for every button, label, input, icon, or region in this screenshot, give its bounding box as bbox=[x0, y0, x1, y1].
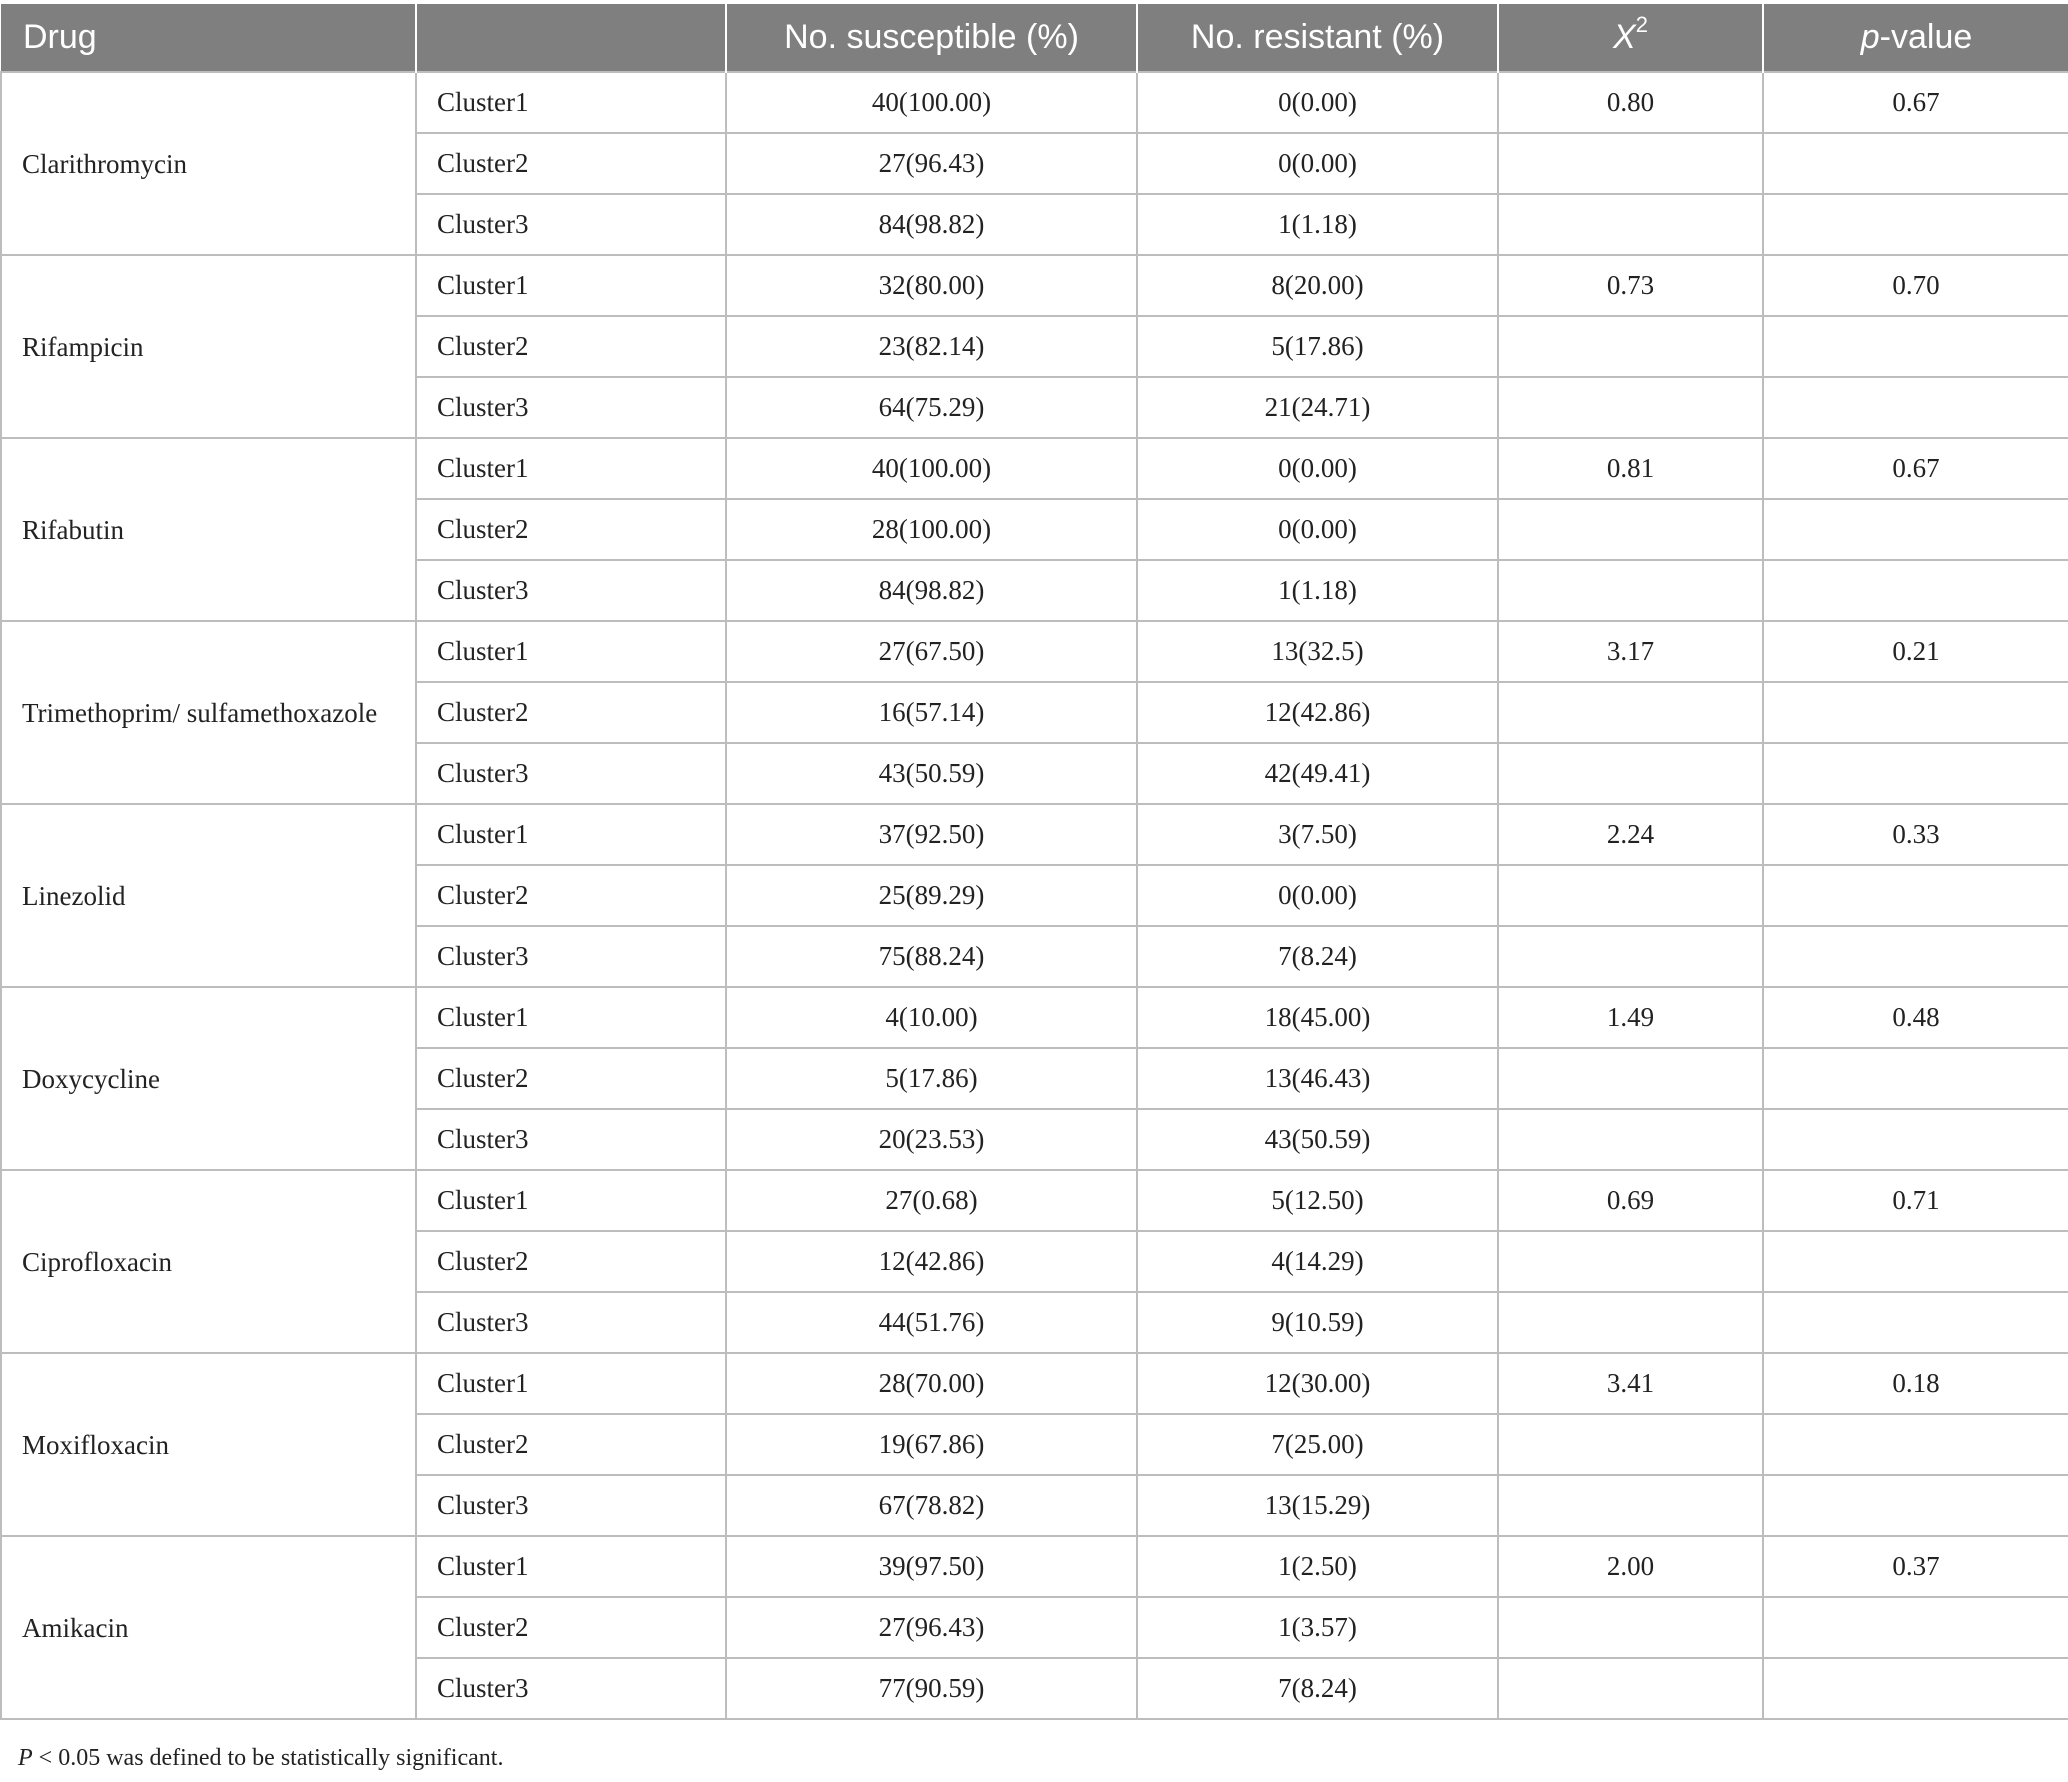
susceptible-value: 12(42.86) bbox=[726, 1231, 1137, 1292]
chi-square-empty bbox=[1498, 1231, 1763, 1292]
cluster-label: Cluster1 bbox=[416, 72, 726, 133]
resistant-value: 5(12.50) bbox=[1137, 1170, 1498, 1231]
footnote-p: P bbox=[18, 1745, 33, 1771]
susceptible-value: 28(100.00) bbox=[726, 499, 1137, 560]
p-value: 0.18 bbox=[1763, 1353, 2068, 1414]
p-italic: p bbox=[1860, 18, 1880, 56]
chi-square-empty bbox=[1498, 194, 1763, 255]
chi-symbol: X bbox=[1613, 18, 1636, 56]
chi-square-empty bbox=[1498, 1475, 1763, 1536]
header-resistant: No. resistant (%) bbox=[1137, 4, 1498, 72]
p-value-empty bbox=[1763, 377, 2068, 438]
p-value-empty bbox=[1763, 1231, 2068, 1292]
p-value: 0.37 bbox=[1763, 1536, 2068, 1597]
chi-square-value: 0.81 bbox=[1498, 438, 1763, 499]
resistant-value: 3(7.50) bbox=[1137, 804, 1498, 865]
susceptible-value: 39(97.50) bbox=[726, 1536, 1137, 1597]
resistant-value: 43(50.59) bbox=[1137, 1109, 1498, 1170]
table-row bbox=[1, 987, 2068, 1048]
resistant-value: 7(8.24) bbox=[1137, 926, 1498, 987]
susceptible-value: 40(100.00) bbox=[726, 72, 1137, 133]
resistant-value: 13(32.5) bbox=[1137, 621, 1498, 682]
chi-square-empty bbox=[1498, 1658, 1763, 1719]
drug-name: Doxycycline bbox=[1, 987, 416, 1170]
cluster-label: Cluster2 bbox=[416, 865, 726, 926]
susceptible-value: 64(75.29) bbox=[726, 377, 1137, 438]
table-row bbox=[1, 1353, 2068, 1414]
resistant-value: 5(17.86) bbox=[1137, 316, 1498, 377]
cluster-label: Cluster1 bbox=[416, 1353, 726, 1414]
drug-name: Linezolid bbox=[1, 804, 416, 987]
cluster-label: Cluster2 bbox=[416, 133, 726, 194]
cluster-label: Cluster1 bbox=[416, 804, 726, 865]
chi-square-empty bbox=[1498, 1048, 1763, 1109]
table-row bbox=[1, 804, 2068, 865]
resistant-value: 0(0.00) bbox=[1137, 438, 1498, 499]
chi-square-empty bbox=[1498, 1109, 1763, 1170]
chi-square-empty bbox=[1498, 377, 1763, 438]
resistant-value: 0(0.00) bbox=[1137, 133, 1498, 194]
table-body bbox=[1, 72, 2068, 1719]
resistant-value: 0(0.00) bbox=[1137, 865, 1498, 926]
p-value-empty bbox=[1763, 1109, 2068, 1170]
drug-name: Trimethoprim/ sulfamethoxazole bbox=[1, 621, 416, 804]
p-value-empty bbox=[1763, 316, 2068, 377]
resistant-value: 18(45.00) bbox=[1137, 987, 1498, 1048]
resistant-value: 7(8.24) bbox=[1137, 1658, 1498, 1719]
cluster-label: Cluster2 bbox=[416, 1597, 726, 1658]
susceptible-value: 4(10.00) bbox=[726, 987, 1137, 1048]
cluster-label: Cluster2 bbox=[416, 1414, 726, 1475]
resistant-value: 8(20.00) bbox=[1137, 255, 1498, 316]
table-row bbox=[1, 438, 2068, 499]
susceptible-value: 77(90.59) bbox=[726, 1658, 1137, 1719]
cluster-label: Cluster1 bbox=[416, 438, 726, 499]
resistant-value: 0(0.00) bbox=[1137, 499, 1498, 560]
chi-square-value: 0.73 bbox=[1498, 255, 1763, 316]
cluster-label: Cluster3 bbox=[416, 377, 726, 438]
p-value-empty bbox=[1763, 743, 2068, 804]
chi-square-empty bbox=[1498, 133, 1763, 194]
cluster-label: Cluster2 bbox=[416, 1231, 726, 1292]
chi-square-value: 2.24 bbox=[1498, 804, 1763, 865]
p-value-empty bbox=[1763, 560, 2068, 621]
cluster-label: Cluster2 bbox=[416, 316, 726, 377]
cluster-label: Cluster1 bbox=[416, 1170, 726, 1231]
susceptible-value: 27(67.50) bbox=[726, 621, 1137, 682]
chi-square-empty bbox=[1498, 743, 1763, 804]
resistant-value: 9(10.59) bbox=[1137, 1292, 1498, 1353]
resistant-value: 7(25.00) bbox=[1137, 1414, 1498, 1475]
resistant-value: 42(49.41) bbox=[1137, 743, 1498, 804]
p-value-empty bbox=[1763, 194, 2068, 255]
cluster-label: Cluster1 bbox=[416, 1536, 726, 1597]
cluster-label: Cluster2 bbox=[416, 499, 726, 560]
resistant-value: 12(30.00) bbox=[1137, 1353, 1498, 1414]
p-value-empty bbox=[1763, 865, 2068, 926]
p-value-empty bbox=[1763, 499, 2068, 560]
chi-square-empty bbox=[1498, 865, 1763, 926]
cluster-label: Cluster1 bbox=[416, 255, 726, 316]
p-value: 0.21 bbox=[1763, 621, 2068, 682]
drug-susceptibility-table bbox=[0, 4, 2068, 1720]
resistant-value: 21(24.71) bbox=[1137, 377, 1498, 438]
p-value-empty bbox=[1763, 133, 2068, 194]
susceptible-value: 27(0.68) bbox=[726, 1170, 1137, 1231]
p-rest: -value bbox=[1879, 18, 1973, 56]
chi-square-empty bbox=[1498, 499, 1763, 560]
susceptible-value: 19(67.86) bbox=[726, 1414, 1137, 1475]
resistant-value: 12(42.86) bbox=[1137, 682, 1498, 743]
p-value: 0.33 bbox=[1763, 804, 2068, 865]
cluster-label: Cluster1 bbox=[416, 621, 726, 682]
susceptible-value: 20(23.53) bbox=[726, 1109, 1137, 1170]
chi-square-value: 3.17 bbox=[1498, 621, 1763, 682]
chi-square-value: 0.69 bbox=[1498, 1170, 1763, 1231]
p-value-empty bbox=[1763, 1048, 2068, 1109]
cluster-label: Cluster3 bbox=[416, 1658, 726, 1719]
p-value: 0.70 bbox=[1763, 255, 2068, 316]
p-value-empty bbox=[1763, 1414, 2068, 1475]
cluster-label: Cluster2 bbox=[416, 1048, 726, 1109]
susceptible-value: 23(82.14) bbox=[726, 316, 1137, 377]
resistant-value: 1(1.18) bbox=[1137, 194, 1498, 255]
chi-square-value: 1.49 bbox=[1498, 987, 1763, 1048]
table-row bbox=[1, 621, 2068, 682]
susceptible-value: 37(92.50) bbox=[726, 804, 1137, 865]
cluster-label: Cluster2 bbox=[416, 682, 726, 743]
chi-square-empty bbox=[1498, 316, 1763, 377]
p-value-empty bbox=[1763, 926, 2068, 987]
chi-square-value: 2.00 bbox=[1498, 1536, 1763, 1597]
resistant-value: 1(1.18) bbox=[1137, 560, 1498, 621]
p-value: 0.67 bbox=[1763, 72, 2068, 133]
susceptible-value: 27(96.43) bbox=[726, 1597, 1137, 1658]
p-value: 0.71 bbox=[1763, 1170, 2068, 1231]
cluster-label: Cluster3 bbox=[416, 1109, 726, 1170]
chi-square-empty bbox=[1498, 1597, 1763, 1658]
susceptible-value: 84(98.82) bbox=[726, 194, 1137, 255]
drug-name: Clarithromycin bbox=[1, 72, 416, 255]
drug-name: Rifampicin bbox=[1, 255, 416, 438]
table-row bbox=[1, 1536, 2068, 1597]
susceptible-value: 75(88.24) bbox=[726, 926, 1137, 987]
header-susceptible: No. susceptible (%) bbox=[726, 4, 1137, 72]
chi-square-empty bbox=[1498, 926, 1763, 987]
cluster-label: Cluster1 bbox=[416, 987, 726, 1048]
susceptible-value: 5(17.86) bbox=[726, 1048, 1137, 1109]
drug-name: Rifabutin bbox=[1, 438, 416, 621]
resistant-value: 13(46.43) bbox=[1137, 1048, 1498, 1109]
header-group bbox=[416, 4, 726, 72]
susceptible-value: 16(57.14) bbox=[726, 682, 1137, 743]
resistant-value: 4(14.29) bbox=[1137, 1231, 1498, 1292]
footnote-text: < 0.05 was defined to be statistically significant. bbox=[32, 1745, 504, 1771]
table-container bbox=[0, 4, 2068, 1720]
p-value: 0.48 bbox=[1763, 987, 2068, 1048]
susceptible-value: 44(51.76) bbox=[726, 1292, 1137, 1353]
cluster-label: Cluster3 bbox=[416, 560, 726, 621]
chi-square-empty bbox=[1498, 682, 1763, 743]
susceptible-value: 32(80.00) bbox=[726, 255, 1137, 316]
chi-square-value: 3.41 bbox=[1498, 1353, 1763, 1414]
chi-superscript: 2 bbox=[1635, 12, 1648, 37]
table-row bbox=[1, 72, 2068, 133]
p-value-empty bbox=[1763, 1658, 2068, 1719]
cluster-label: Cluster3 bbox=[416, 1475, 726, 1536]
p-value-empty bbox=[1763, 1597, 2068, 1658]
cluster-label: Cluster3 bbox=[416, 743, 726, 804]
susceptible-value: 67(78.82) bbox=[726, 1475, 1137, 1536]
resistant-value: 1(2.50) bbox=[1137, 1536, 1498, 1597]
cluster-label: Cluster3 bbox=[416, 1292, 726, 1353]
header-row bbox=[1, 4, 2068, 72]
susceptible-value: 27(96.43) bbox=[726, 133, 1137, 194]
drug-name: Moxifloxacin bbox=[1, 1353, 416, 1536]
p-value-empty bbox=[1763, 1475, 2068, 1536]
drug-name: Ciprofloxacin bbox=[1, 1170, 416, 1353]
p-value-empty bbox=[1763, 682, 2068, 743]
resistant-value: 1(3.57) bbox=[1137, 1597, 1498, 1658]
table-row bbox=[1, 1170, 2068, 1231]
chi-square-empty bbox=[1498, 1292, 1763, 1353]
header-p-value bbox=[1763, 4, 2068, 72]
resistant-value: 13(15.29) bbox=[1137, 1475, 1498, 1536]
susceptible-value: 25(89.29) bbox=[726, 865, 1137, 926]
cluster-label: Cluster3 bbox=[416, 926, 726, 987]
resistant-value: 0(0.00) bbox=[1137, 72, 1498, 133]
susceptible-value: 40(100.00) bbox=[726, 438, 1137, 499]
p-value-empty bbox=[1763, 1292, 2068, 1353]
p-value: 0.67 bbox=[1763, 438, 2068, 499]
susceptible-value: 28(70.00) bbox=[726, 1353, 1137, 1414]
chi-square-value: 0.80 bbox=[1498, 72, 1763, 133]
header-drug: Drug bbox=[1, 4, 416, 72]
susceptible-value: 43(50.59) bbox=[726, 743, 1137, 804]
header-chi-square bbox=[1498, 4, 1763, 72]
footnote bbox=[18, 1745, 503, 1772]
chi-square-empty bbox=[1498, 1414, 1763, 1475]
table-row bbox=[1, 255, 2068, 316]
chi-square-empty bbox=[1498, 560, 1763, 621]
susceptible-value: 84(98.82) bbox=[726, 560, 1137, 621]
drug-name: Amikacin bbox=[1, 1536, 416, 1719]
cluster-label: Cluster3 bbox=[416, 194, 726, 255]
